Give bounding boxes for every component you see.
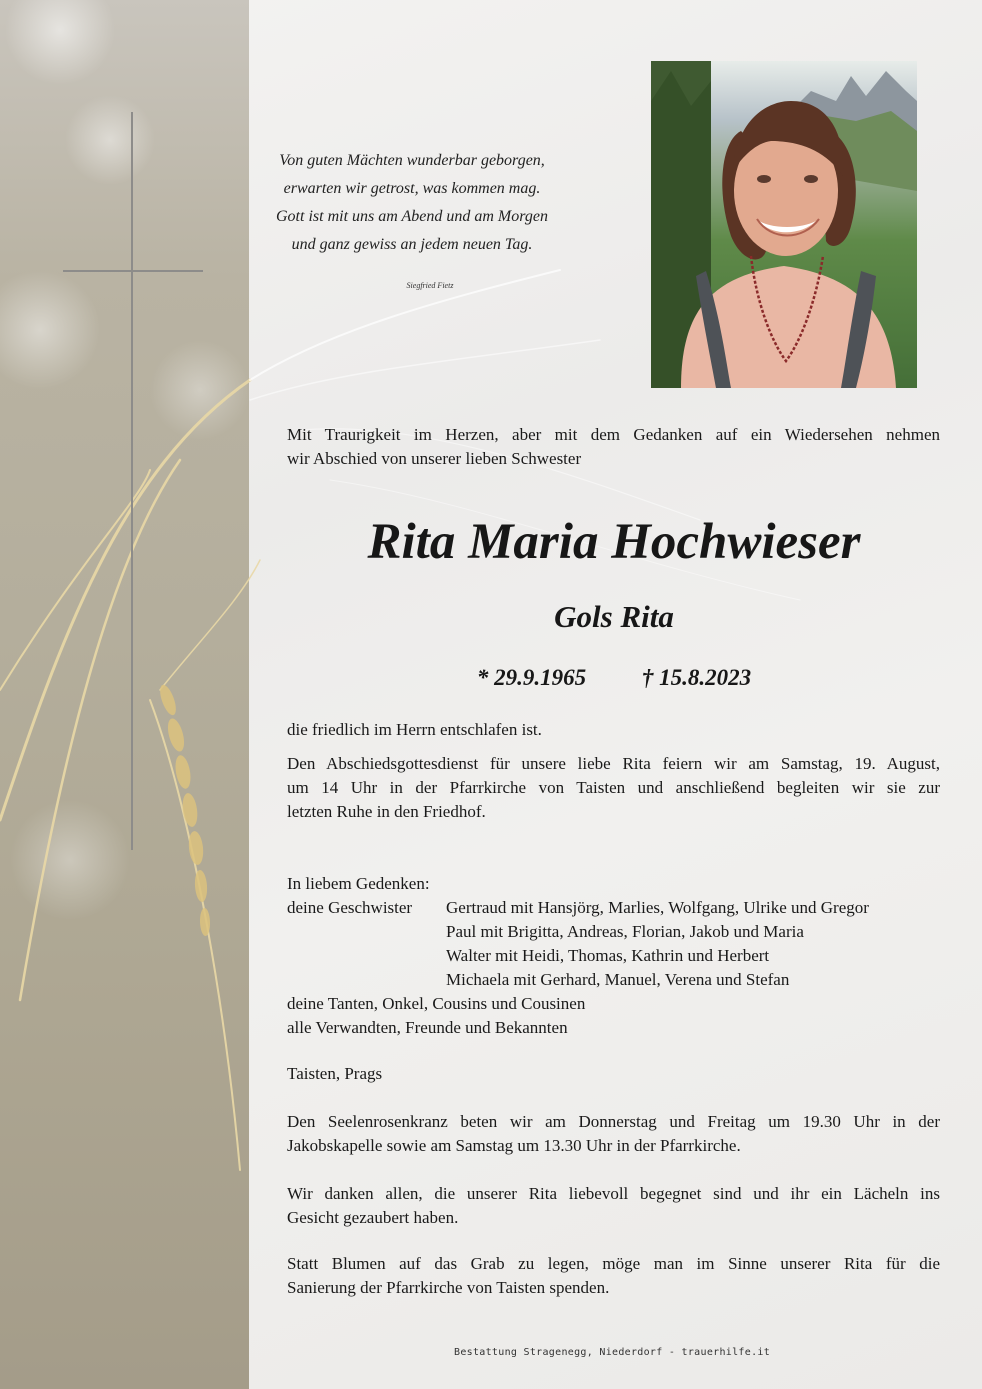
siblings-row — [287, 944, 947, 968]
cross-vertical-bar — [131, 112, 133, 850]
donation-line: Statt Blumen auf das Grab zu legen, möge man im Sinne unserer Rita für die — [287, 1254, 940, 1273]
siblings-label: deine Geschwister — [287, 898, 413, 917]
donation-text — [287, 1252, 940, 1300]
sibling-family: Paul mit Brigitta, Andreas, Florian, Jakob und Maria — [446, 922, 804, 941]
places-text — [287, 1062, 940, 1086]
memorial-quote — [262, 147, 562, 259]
intro-text — [287, 423, 940, 471]
service-text — [287, 752, 940, 824]
birth-date: * 29.9.1965 — [476, 665, 587, 690]
rosary-text — [287, 1110, 940, 1158]
quote-author: Siegfried Fietz — [406, 281, 454, 290]
quote-line: erwarten wir getrost, was kommen mag. — [283, 180, 541, 197]
places-line: Taisten, Prags — [287, 1064, 383, 1083]
rosary-line: Den Seelenrosenkranz beten wir am Donnerstag und Freitag um 19.30 Uhr in der — [287, 1112, 940, 1131]
mourners-heading: In liebem Gedenken: — [287, 874, 430, 893]
service-line: Den Abschiedsgottesdienst für unsere liebe Rita feiern wir am Samstag, 19. August, — [287, 754, 940, 773]
quote-line: Gott ist mit uns am Abend und am Morgen — [276, 208, 548, 225]
intro-line: Mit Traurigkeit im Herzen, aber mit dem Gedanken auf ein Wiedersehen nehmen — [287, 425, 940, 444]
deceased-name: Rita Maria Hochwieser — [367, 514, 861, 570]
funeral-home-footer: Bestattung Stragenegg, Niederdorf - trauerhilfe.it — [454, 1347, 771, 1358]
mourners-list — [287, 872, 947, 1040]
quote-line: Von guten Mächten wunderbar geborgen, — [279, 152, 545, 169]
life-dates — [280, 662, 948, 694]
sibling-family: Gertraud mit Hansjörg, Marlies, Wolfgang, Ulrike und Gregor — [446, 898, 869, 917]
sibling-family: Walter mit Heidi, Thomas, Kathrin und Herbert — [446, 946, 770, 965]
siblings-row — [287, 896, 947, 920]
cross-horizontal-bar — [63, 270, 203, 272]
service-line: letzten Ruhe in den Friedhof. — [287, 802, 486, 821]
sibling-family: Michaela mit Gerhard, Manuel, Verena und Stefan — [446, 970, 790, 989]
portrait-photo — [651, 61, 917, 388]
intro-line: wir Abschied von unserer lieben Schwester — [287, 449, 582, 468]
thanks-line: Gesicht gezaubert haben. — [287, 1208, 459, 1227]
thanks-line: Wir danken allen, die unserer Rita liebevoll begegnet sind und ihr ein Lächeln ins — [287, 1184, 940, 1203]
siblings-row — [287, 920, 947, 944]
service-line: um 14 Uhr in der Pfarrkirche von Taisten und anschließend begleiten wir sie zur — [287, 778, 940, 797]
thanks-text — [287, 1182, 940, 1230]
passed-line: die friedlich im Herrn entschlafen ist. — [287, 720, 542, 739]
deceased-nickname: Gols Rita — [554, 599, 674, 634]
siblings-row — [287, 968, 947, 992]
donation-line: Sanierung der Pfarrkirche von Taisten spenden. — [287, 1278, 610, 1297]
mourners-other: alle Verwandten, Freunde und Bekannten — [287, 1018, 568, 1037]
death-date: † 15.8.2023 — [641, 665, 752, 690]
quote-line: und ganz gewiss an jedem neuen Tag. — [291, 236, 533, 253]
passed-text — [287, 718, 940, 742]
mourners-other: deine Tanten, Onkel, Cousins und Cousinen — [287, 994, 586, 1013]
rosary-line: Jakobskapelle sowie am Samstag um 13.30 Uhr in der Pfarrkirche. — [287, 1136, 741, 1155]
